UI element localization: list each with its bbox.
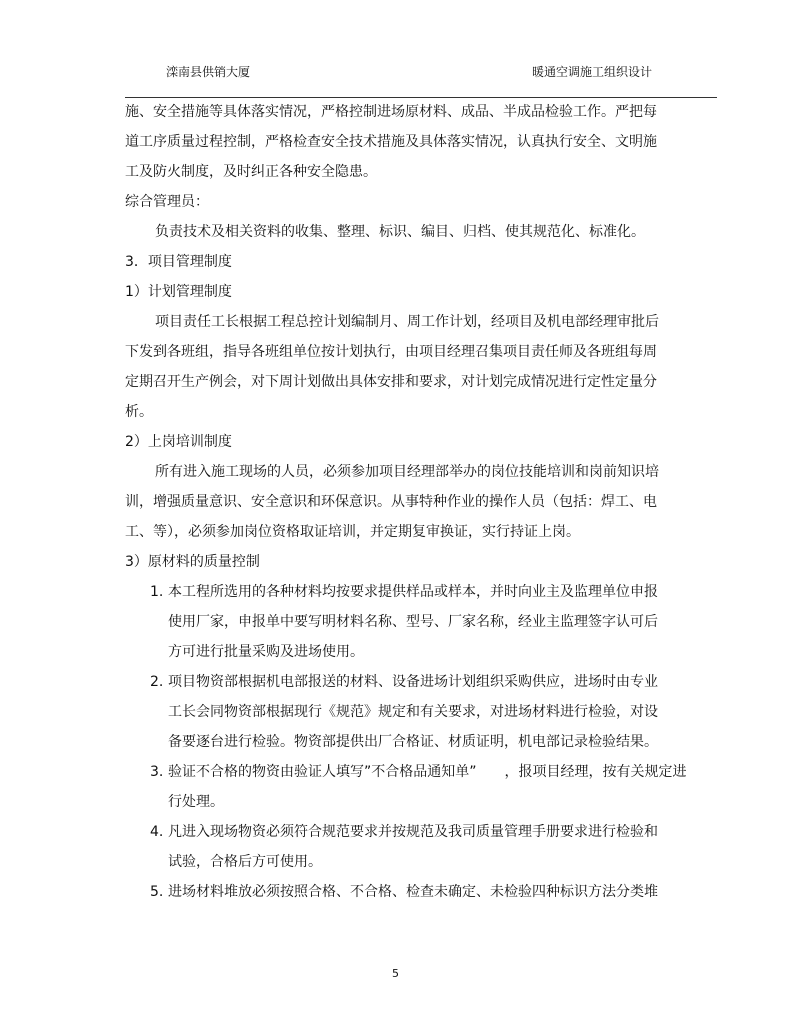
list-item-line: 方可进行批量采购及进场使用。 bbox=[168, 644, 364, 660]
list-item-line: 验证不合格的物资由验证人填写”不合格品通知单” ，报项目经理，按有关规定进 bbox=[168, 764, 687, 780]
body-line: 定期召开生产例会，对下周计划做出具体安排和要求，对计划完成情况进行定性定量分 bbox=[125, 374, 657, 390]
list-item-number: 3. bbox=[150, 764, 164, 780]
list-item-line: 凡进入现场物资必须符合规范要求并按规范及我司质量管理手册要求进行检验和 bbox=[168, 824, 658, 840]
list-item-number: 1. bbox=[150, 584, 164, 600]
header-project-name: 滦南县供销大厦 bbox=[166, 65, 251, 79]
page-body bbox=[125, 97, 717, 907]
body-line: 项目责任工长根据工程总控计划编制月、周工作计划，经项目及机电部经理审批后 bbox=[155, 314, 659, 330]
list-item-line: 项目物资部根据机电部报送的材料、设备进场计划组织采购供应，进场时由专业 bbox=[168, 674, 658, 690]
body-line: 工及防火制度，及时纠正各种安全隐患。 bbox=[125, 164, 377, 180]
numbered-list bbox=[125, 577, 717, 907]
body-line: 施、安全措施等具体落实情况，严格控制进场原材料、成品、半成品检验工作。严把每 bbox=[125, 104, 657, 120]
list-item bbox=[150, 757, 717, 817]
subsection-heading: 1）计划管理制度 bbox=[125, 284, 232, 300]
list-item bbox=[150, 817, 717, 877]
body-line: 工、等），必须参加岗位资格取证培训，并定期复审换证，实行持证上岗。 bbox=[125, 524, 580, 540]
body-line: 所有进入施工现场的人员，必须参加项目经理部举办的岗位技能培训和岗前知识培 bbox=[155, 464, 659, 480]
body-line: 下发到各班组，指导各班组单位按计划执行，由项目经理召集项目责任师及各班组每周 bbox=[125, 344, 657, 360]
list-item-line: 备要逐台进行检验。物资部提供出厂合格证、材质证明，机电部记录检验结果。 bbox=[168, 734, 658, 750]
list-item-line: 进场材料堆放必须按照合格、不合格、检查未确定、未检验四种标识方法分类堆 bbox=[168, 884, 658, 900]
list-item bbox=[150, 877, 717, 907]
list-item-line: 本工程所选用的各种材料均按要求提供样品或样本，并时向业主及监理单位申报 bbox=[168, 584, 658, 600]
body-line: 析。 bbox=[125, 404, 153, 420]
subsection-heading: 3）原材料的质量控制 bbox=[125, 554, 260, 570]
list-item bbox=[150, 577, 717, 667]
list-item-line: 工长会同物资部根据现行《规范》规定和有关要求，对进场材料进行检验，对设 bbox=[168, 704, 658, 720]
header-document-title: 暖通空调施工组织设计 bbox=[532, 65, 653, 79]
list-item-line: 试验，合格后方可使用。 bbox=[168, 854, 322, 870]
list-item-number: 5. bbox=[150, 884, 164, 900]
subsection-heading: 2）上岗培训制度 bbox=[125, 434, 232, 450]
body-line: 训，增强质量意识、安全意识和环保意识。从事特种作业的操作人员（包括：焊工、电 bbox=[125, 494, 657, 510]
body-line: 道工序质量过程控制，严格检查安全技术措施及具体落实情况，认真执行安全、文明施 bbox=[125, 134, 657, 150]
admin-heading: 综合管理员： bbox=[125, 194, 209, 210]
list-item-line: 行处理。 bbox=[168, 794, 224, 810]
page-number: 5 bbox=[392, 967, 399, 980]
admin-text: 负责技术及相关资料的收集、整理、标识、编目、归档、使其规范化、标准化。 bbox=[155, 224, 645, 240]
list-item bbox=[150, 667, 717, 757]
section-heading: 3．项目管理制度 bbox=[125, 254, 232, 270]
list-item-number: 2. bbox=[150, 674, 164, 690]
list-item-line: 使用厂家，申报单中要写明材料名称、型号、厂家名称，经业主监理签字认可后 bbox=[168, 614, 658, 630]
list-item-number: 4. bbox=[150, 824, 164, 840]
